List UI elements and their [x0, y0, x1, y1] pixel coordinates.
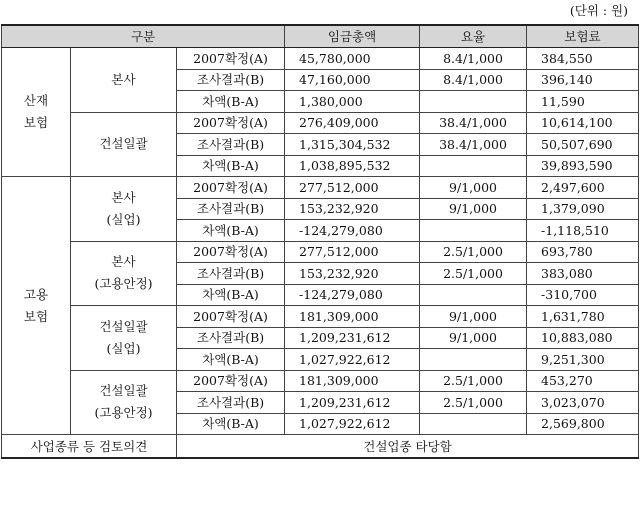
premium-cell: 50,507,690 — [527, 134, 639, 156]
row-type-cell: 조사결과(B) — [177, 327, 285, 349]
rate-cell — [420, 349, 527, 371]
table-row — [2, 112, 639, 134]
group-label-line: (실업) — [106, 211, 141, 227]
group-label — [71, 48, 177, 113]
unit-note: (단위 : 원) — [569, 3, 628, 18]
group-label — [71, 306, 177, 371]
wage-total-cell: 1,315,304,532 — [285, 134, 420, 156]
header-row — [2, 25, 639, 48]
table-row — [2, 48, 639, 70]
rate-cell: 8.4/1,000 — [420, 69, 527, 91]
row-type-cell: 2007확정(A) — [177, 177, 285, 199]
wage-total-cell: 153,232,920 — [285, 198, 420, 220]
rate-cell: 38.4/1,000 — [420, 112, 527, 134]
section-label — [2, 48, 71, 177]
wage-total-cell: 45,780,000 — [285, 48, 420, 70]
premium-cell: 3,023,070 — [527, 392, 639, 414]
group-label-line: 본사 — [111, 71, 136, 87]
rate-cell — [420, 220, 527, 242]
row-type-cell: 2007확정(A) — [177, 370, 285, 392]
rate-cell: 9/1,000 — [420, 306, 527, 328]
row-type-cell: 2007확정(A) — [177, 112, 285, 134]
group-label-line: 건설일괄 — [99, 318, 148, 334]
group-label-line: (고용안정) — [94, 276, 153, 292]
group-label — [71, 177, 177, 242]
group-label-line: (실업) — [106, 340, 141, 356]
wage-total-cell: 181,309,000 — [285, 306, 420, 328]
rate-cell: 9/1,000 — [420, 327, 527, 349]
premium-cell: -310,700 — [527, 284, 639, 306]
premium-cell: 453,270 — [527, 370, 639, 392]
premium-cell: 1,631,780 — [527, 306, 639, 328]
row-type-cell: 조사결과(B) — [177, 263, 285, 285]
row-type-cell: 조사결과(B) — [177, 134, 285, 156]
row-type-cell: 조사결과(B) — [177, 198, 285, 220]
wage-total-cell: 1,209,231,612 — [285, 392, 420, 414]
group-label-line: 본사 — [111, 189, 136, 205]
wage-total-cell: -124,279,080 — [285, 284, 420, 306]
wage-total-cell: 1,027,922,612 — [285, 349, 420, 371]
section-label — [2, 177, 71, 435]
header-premium: 보험료 — [527, 25, 639, 48]
group-label — [71, 241, 177, 306]
premium-cell: 383,080 — [527, 263, 639, 285]
insurance-premium-table — [1, 24, 639, 459]
section-label-line: 고용 — [23, 286, 49, 302]
row-type-cell: 2007확정(A) — [177, 241, 285, 263]
premium-cell: 396,140 — [527, 69, 639, 91]
premium-cell: 11,590 — [527, 91, 639, 113]
header-wage-total: 임금총액 — [285, 25, 420, 48]
table-row — [2, 370, 639, 392]
rate-cell: 9/1,000 — [420, 198, 527, 220]
rate-cell — [420, 91, 527, 113]
premium-cell: 10,614,100 — [527, 112, 639, 134]
row-type-cell: 조사결과(B) — [177, 69, 285, 91]
wage-total-cell: 1,209,231,612 — [285, 327, 420, 349]
wage-total-cell: 1,380,000 — [285, 91, 420, 113]
wage-total-cell: 181,309,000 — [285, 370, 420, 392]
premium-cell: -1,118,510 — [527, 220, 639, 242]
rate-cell: 2.5/1,000 — [420, 370, 527, 392]
rate-cell — [420, 413, 527, 435]
review-value: 건설업종 타당함 — [177, 435, 639, 459]
table-row — [2, 306, 639, 328]
premium-cell: 39,893,590 — [527, 155, 639, 177]
row-type-cell: 차액(B-A) — [177, 91, 285, 113]
rate-cell: 2.5/1,000 — [420, 241, 527, 263]
wage-total-cell: 47,160,000 — [285, 69, 420, 91]
premium-cell: 2,497,600 — [527, 177, 639, 199]
header-category: 구분 — [2, 25, 285, 48]
section-label-line: 보험 — [23, 115, 49, 130]
rate-cell — [420, 155, 527, 177]
section-label-line: 보험 — [23, 308, 49, 324]
row-type-cell: 차액(B-A) — [177, 284, 285, 306]
row-type-cell: 차액(B-A) — [177, 349, 285, 371]
rate-cell: 2.5/1,000 — [420, 392, 527, 414]
premium-cell: 693,780 — [527, 241, 639, 263]
table-row — [2, 241, 639, 263]
rate-cell: 2.5/1,000 — [420, 263, 527, 285]
review-label: 사업종류 등 검토의견 — [2, 435, 177, 459]
wage-total-cell: 277,512,000 — [285, 241, 420, 263]
wage-total-cell: 153,232,920 — [285, 263, 420, 285]
rate-cell: 38.4/1,000 — [420, 134, 527, 156]
header-rate: 요율 — [420, 25, 527, 48]
section-label-line: 산재 — [23, 93, 49, 108]
rate-cell — [420, 284, 527, 306]
group-label — [71, 370, 177, 435]
group-label-line: (고용안정) — [94, 405, 153, 421]
table-row — [2, 177, 639, 199]
rate-cell: 8.4/1,000 — [420, 48, 527, 70]
wage-total-cell: 276,409,000 — [285, 112, 420, 134]
premium-cell: 10,883,080 — [527, 327, 639, 349]
group-label-line: 건설일괄 — [99, 136, 148, 152]
row-type-cell: 차액(B-A) — [177, 220, 285, 242]
row-type-cell: 2007확정(A) — [177, 48, 285, 70]
wage-total-cell: 277,512,000 — [285, 177, 420, 199]
premium-cell: 9,251,300 — [527, 349, 639, 371]
premium-cell: 2,569,800 — [527, 413, 639, 435]
wage-total-cell: -124,279,080 — [285, 220, 420, 242]
review-row — [2, 435, 639, 459]
group-label — [71, 112, 177, 177]
row-type-cell: 차액(B-A) — [177, 155, 285, 177]
group-label-line: 본사 — [111, 254, 136, 270]
rate-cell: 9/1,000 — [420, 177, 527, 199]
wage-total-cell: 1,038,895,532 — [285, 155, 420, 177]
row-type-cell: 차액(B-A) — [177, 413, 285, 435]
wage-total-cell: 1,027,922,612 — [285, 413, 420, 435]
group-label-line: 건설일괄 — [99, 383, 148, 399]
row-type-cell: 2007확정(A) — [177, 306, 285, 328]
premium-cell: 1,379,090 — [527, 198, 639, 220]
row-type-cell: 조사결과(B) — [177, 392, 285, 414]
premium-cell: 384,550 — [527, 48, 639, 70]
